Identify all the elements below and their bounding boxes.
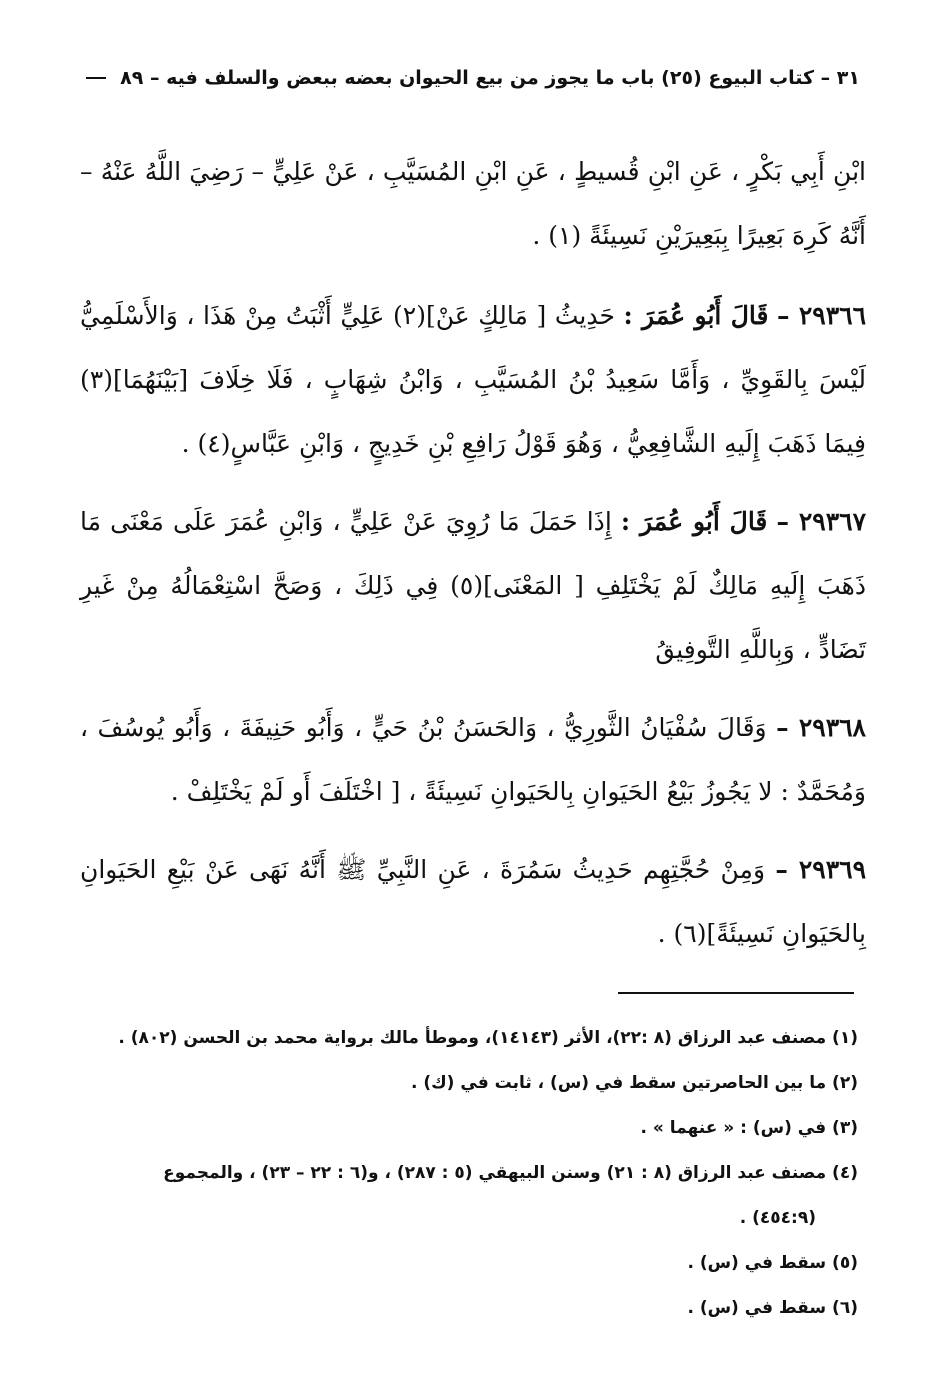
footnote-2: (٢) ما بين الحاصرتين سقط في (س) ، ثابت في (ك) . [410,1073,858,1093]
footnote-4-continuation: (٤٥٤:٩) . [739,1208,816,1228]
paragraph-number: ٢٩٣٦٧ – [776,507,866,536]
paragraph-29367 [80,490,866,682]
footnote-5: (٥) سقط في (س) . [687,1253,858,1273]
footnote-4: (٤) مصنف عبد الرزاق (٨ : ٢١) وسنن البيهقي (٥ : ٢٨٧) ، و(٦ : ٢٢ – ٢٣) ، والمجموع [163,1163,858,1183]
footnote-1: (١) مصنف عبد الرزاق (٨ :٢٢)، الأثر (١٤١٤٣)، وموطأ مالك برواية محمد بن الحسن (٨٠٢) . [118,1028,858,1048]
paragraph-text: وَمِنْ حُجَّتِهِم حَدِيثُ سَمُرَةَ ، عَنِ النَّبِيِّ ﷺ أَنَّهُ نَهَى عَنْ بَيْعِ الحَيَوانِ بِالحَيَوانِ نَسِيئَةً](٦) . [80,855,866,948]
paragraph-number: ٢٩٣٦٦ – [777,301,866,330]
paragraph-29368 [80,696,866,824]
paragraph-29366 [80,284,866,476]
paragraph-29369 [80,838,866,966]
footnote-3: (٣) في (س) : « عنهما » . [640,1118,858,1138]
paragraph-number: ٢٩٣٦٩ – [775,855,866,884]
paragraph-speaker: قَالَ أَبُو عُمَرَ : [620,507,768,536]
footnotes [78,1016,858,1331]
paragraph-text: إِذَا حَمَلَ مَا رُوِيَ عَنْ عَلِيٍّ ، وَابْنِ عُمَرَ عَلَى مَعْنَى مَا ذَهَبَ إِلَيهِ مَالِكٌ لَمْ يَخْتَلِفِ [ المَعْنَى](٥) فِي ذَلِكَ ، وَصَحَّ اسْتِعْمَالُهُ مِنْ غَيرِ تَضَادٍّ ، وَبِاللَّهِ التَّوفِيقُ [80,507,866,664]
main-text [80,140,866,980]
paragraph-number: ٢٩٣٦٨ – [776,713,866,742]
footnote-separator [618,992,854,994]
running-head-text: ٣١ – كتاب البيوع (٢٥) باب ما يجوز من بيع الحيوان بعضه ببعض والسلف فيه – ٨٩ [120,67,860,89]
paragraph-text: ابْنِ أَبِي بَكْرٍ ، عَنِ ابْنِ قُسيطٍ ، عَنِ ابْنِ المُسَيَّبِ ، عَنْ عَلِيٍّ – رَضِيَ اللَّهُ عَنْهُ – أَنَّهُ كَرِهَ بَعِيرًا بِبَعِيرَيْنِ نَسِيئَةً (١) . [80,157,866,250]
paragraph-continuation [80,140,866,268]
paragraph-text: حَدِيثُ [ مَالِكٍ عَنْ](٢) عَلِيٍّ أَثْبَتُ مِنْ هَذَا ، وَالأَسْلَمِيُّ لَيْسَ بِالقَوِيِّ ، وَأَمَّا سَعِيدُ بْنُ المُسَيَّبِ ، وَابْنُ شِهَابٍ ، فَلَا خِلَافَ [بَيْنَهُمَا](٣) فِيمَا ذَهَبَ إِلَيهِ الشَّافِعِيُّ ، وَهُوَ قَوْلُ رَافِعِ بْنِ خَدِيجٍ ، وَابْنِ عَبَّاسٍ(٤) . [80,301,866,458]
running-header [86,56,860,100]
footnote-6: (٦) سقط في (س) . [687,1298,858,1318]
header-rule [86,77,106,79]
paragraph-text: وَقَالَ سُفْيَانُ الثَّورِيُّ ، وَالحَسَنُ بْنُ حَيٍّ ، وَأَبُو حَنِيفَةَ ، وَأَبُو يُوسُفَ ، وَمُحَمَّدٌ : لا يَجُوزُ بَيْعُ الحَيَوانِ بِالحَيَوانِ نَسِيئَةً ، [ اخْتَلَفَ أَو لَمْ يَخْتَلِفْ . [80,713,866,806]
paragraph-speaker: قَالَ أَبُو عُمَرَ : [623,301,769,330]
